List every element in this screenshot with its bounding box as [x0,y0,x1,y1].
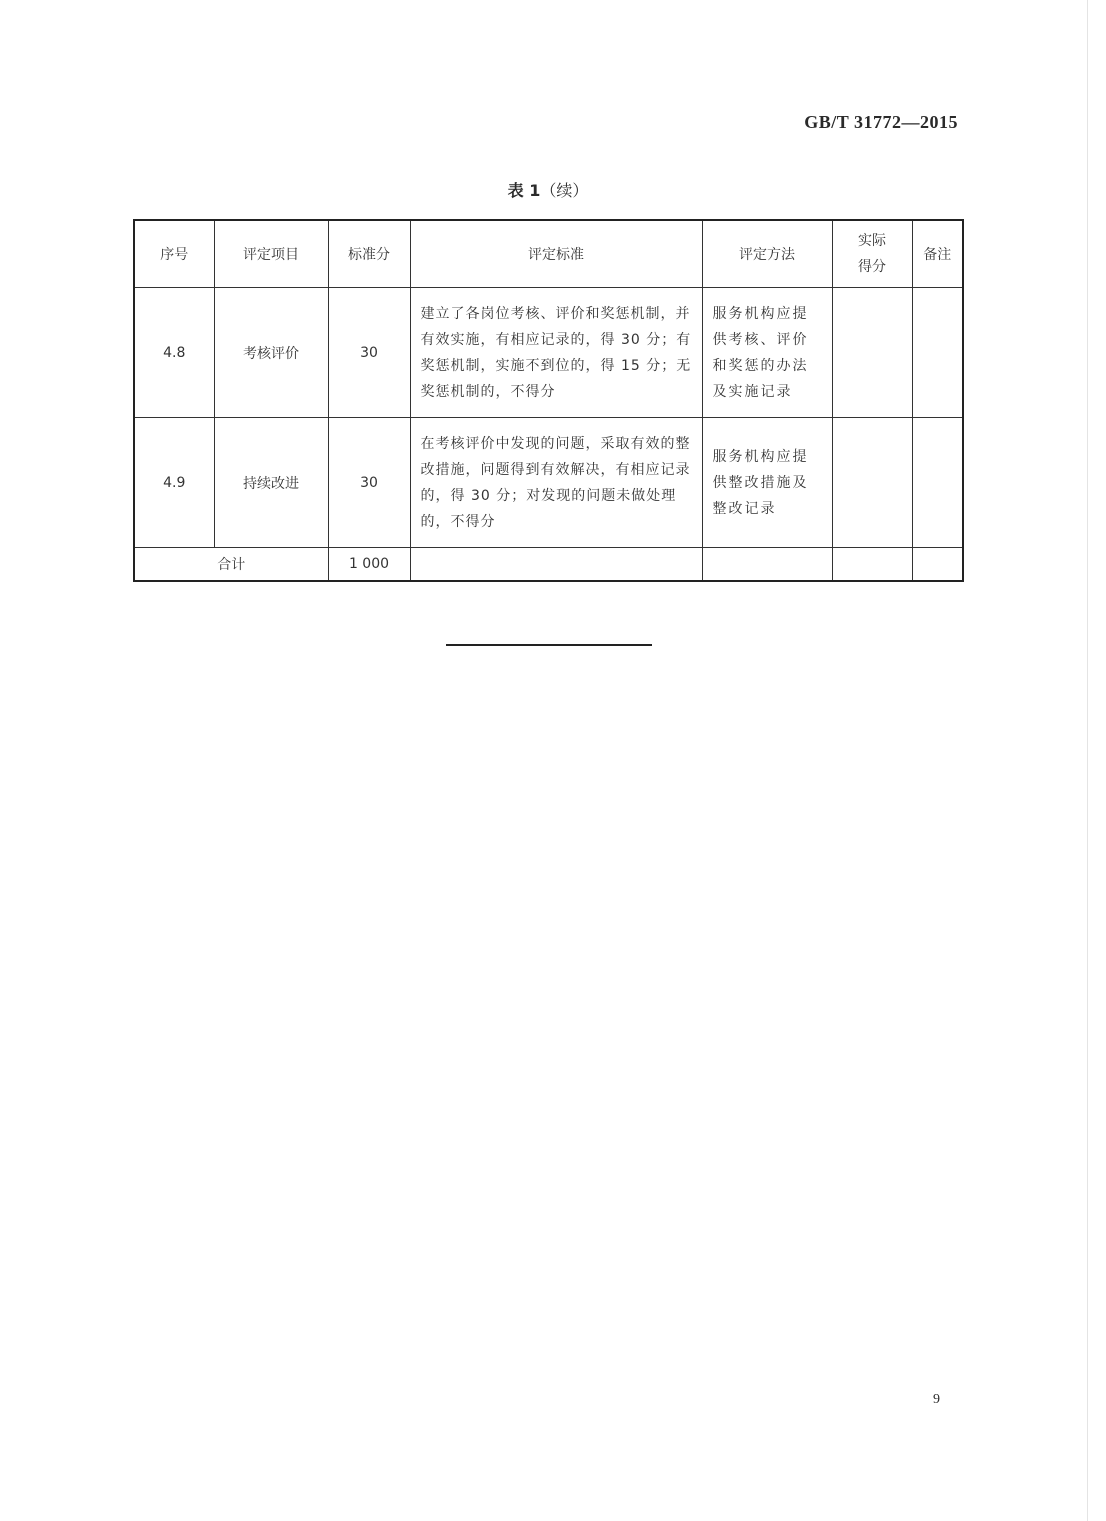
evaluation-table [133,219,964,582]
cell-method: 服务机构应提供整改措施及整改记录 [702,418,832,548]
cell-score: 30 [328,288,410,418]
cell-actual [832,288,912,418]
cell-criteria: 建立了各岗位考核、评价和奖惩机制，并有效实施，有相应记录的，得 30 分；有奖惩机制，实施不到位的，得 15 分；无奖惩机制的，不得分 [410,288,702,418]
page-number: 9 [933,1392,940,1407]
cell-item: 持续改进 [214,418,328,548]
col-header-no: 序号 [134,220,214,288]
table-caption-suffix: （续） [540,181,589,200]
table-caption-label: 表 1 [507,181,541,200]
scan-edge-line [1087,0,1088,1521]
cell-no: 4.9 [134,418,214,548]
col-header-criteria: 评定标准 [410,220,702,288]
cell-item: 考核评价 [214,288,328,418]
table-row [134,418,963,548]
standard-code: GB/T 31772—2015 [804,112,958,132]
table-caption [0,178,1096,201]
cell-remark [912,418,963,548]
cell-actual [832,418,912,548]
total-actual-empty [832,548,912,582]
total-score: 1 000 [328,548,410,582]
total-criteria-empty [410,548,702,582]
cell-score: 30 [328,418,410,548]
cell-no: 4.8 [134,288,214,418]
total-method-empty [702,548,832,582]
table-total-row [134,548,963,582]
end-of-document-rule [446,644,652,646]
col-header-remark: 备注 [912,220,963,288]
cell-criteria: 在考核评价中发现的问题，采取有效的整改措施，问题得到有效解决，有相应记录的，得 30 分；对发现的问题未做处理的，不得分 [410,418,702,548]
col-header-item: 评定项目 [214,220,328,288]
col-header-score: 标准分 [328,220,410,288]
table-header-row [134,220,963,288]
col-header-method: 评定方法 [702,220,832,288]
cell-remark [912,288,963,418]
cell-method: 服务机构应提供考核、评价和奖惩的办法及实施记录 [702,288,832,418]
col-header-actual: 实际 得分 [832,220,912,288]
total-label: 合计 [134,548,328,582]
total-remark-empty [912,548,963,582]
table-row [134,288,963,418]
